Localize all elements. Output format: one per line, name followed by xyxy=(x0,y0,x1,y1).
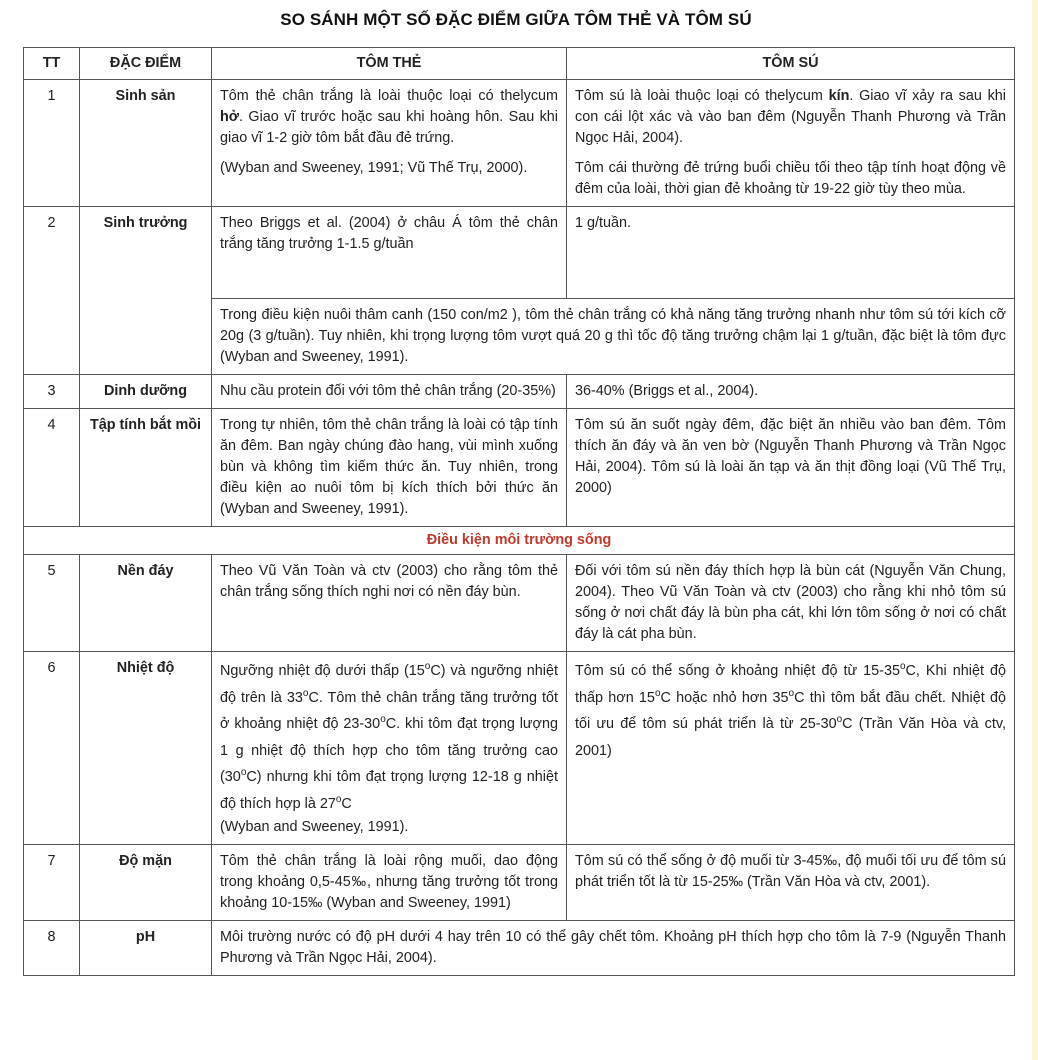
text: Tôm thẻ chân trắng là loài thuộc loại có thelycum xyxy=(220,88,558,104)
cell-tom-su xyxy=(567,652,1015,845)
cell-tom-su: Tôm sú có thể sống ở độ muối từ 3-45‰, độ muối tối ưu để tôm sú phát triển tốt là từ 15-25‰ (Trần Văn Hòa và ctv, 2001). xyxy=(567,845,1015,921)
cell-paragraph xyxy=(575,86,1006,149)
degree-mark: o xyxy=(424,661,431,673)
header-tt: TT xyxy=(24,48,80,80)
cell-paragraph xyxy=(220,658,558,817)
row-number: 6 xyxy=(24,652,80,845)
row-feature: Nhiệt độ xyxy=(80,652,212,845)
row-feature: Tập tính bắt mồi xyxy=(80,409,212,527)
cell-reference: (Wyban and Sweeney, 1991). xyxy=(220,819,409,835)
row-number: 1 xyxy=(24,80,80,207)
row-feature: Nền đáy xyxy=(80,555,212,652)
cell-paragraph: Tôm cái thường đẻ trứng buổi chiều tối theo tập tính hoạt động về đêm của loài, thời gian đẻ khoảng từ 19-22 giờ tùy theo mùa. xyxy=(575,160,1006,197)
row-feature: Độ mặn xyxy=(80,845,212,921)
cell-tom-the: Tôm thẻ chân trắng là loài rộng muối, dao động trong khoảng 0,5-45‰, nhưng tăng trưởng tốt trong khoảng 10-15‰ (Wyban and Sweeney, 1991) xyxy=(212,845,567,921)
text: C hoặc nhỏ hơn 35 xyxy=(660,689,789,706)
degree-mark: o xyxy=(899,661,906,673)
row-number: 3 xyxy=(24,375,80,409)
text: . Giao vĩ trước hoặc sau khi hoàng hôn. Sau khi giao vĩ 1-2 giờ tôm bắt đầu đẻ trứng. xyxy=(220,109,558,146)
text: Tôm sú có thể sống ở khoảng nhiệt độ từ 15-35 xyxy=(575,663,900,679)
section-row xyxy=(24,527,1015,555)
text: C (Trần Văn Hòa và ctv, 2001) xyxy=(575,716,1006,759)
row-number: 2 xyxy=(24,207,80,375)
table-row xyxy=(24,207,1015,299)
cell-tom-the: Theo Vũ Văn Toàn và ctv (2003) cho rằng tôm thẻ chân trắng sống thích nghi nơi có nền đáy bùn. xyxy=(212,555,567,652)
cell-tom-su: 1 g/tuần. xyxy=(567,207,1015,299)
degree-mark: o xyxy=(654,687,661,699)
cell-tom-su xyxy=(567,80,1015,207)
row-number: 7 xyxy=(24,845,80,921)
cell-paragraph xyxy=(220,86,558,149)
text: Ngưỡng nhiệt độ dưới thấp (15 xyxy=(220,663,425,679)
text: C xyxy=(341,795,352,812)
row-number: 8 xyxy=(24,921,80,976)
text: Tôm sú là loài thuộc loại có thelycum xyxy=(575,88,829,104)
cell-merged: Môi trường nước có độ pH dưới 4 hay trên 10 có thể gây chết tôm. Khoảng pH thích hợp cho tôm là 7-9 (Nguyễn Thanh Phương và Trần Ngọc Hải, 2004). xyxy=(212,921,1015,976)
cell-tom-su: Tôm sú ăn suốt ngày đêm, đặc biệt ăn nhiều vào ban đêm. Tôm thích ăn đáy và ăn ven bờ (Nguyễn Thanh Phương và Trần Ngọc Hải, 2004). Tôm sú là loài ăn tạp và ăn thịt đồng loại (Vũ Thế Trụ, 2000) xyxy=(567,409,1015,527)
header-feature: ĐẶC ĐIỂM xyxy=(80,48,212,80)
table-row xyxy=(24,652,1015,845)
table-row xyxy=(24,409,1015,527)
table-row xyxy=(24,921,1015,976)
text: C thì tôm bắt đầu chết. Nhiệt độ tối ưu để tôm sú phát triển là từ 25-30 xyxy=(575,689,1006,732)
cell-merged: Trong điều kiện nuôi thâm canh (150 con/m2 ), tôm thẻ chân trắng có khả năng tăng trưởng nhanh như tôm sú tới kích cỡ 20g (3 g/tuần). Tuy nhiên, khi trọng lượng tôm vượt quá 20 g thì tốc độ tăng trưởng chậm lại 1 g/tuần, đặc biệt là tôm đực (Wyban and Sweeney, 1991). xyxy=(212,299,1015,375)
bold-text: hở xyxy=(220,109,240,125)
cell-tom-the xyxy=(212,80,567,207)
row-number: 4 xyxy=(24,409,80,527)
degree-mark: o xyxy=(240,767,247,779)
cell-tom-su: Đối với tôm sú nền đáy thích hợp là bùn cát (Nguyễn Văn Chung, 2004). Theo Vũ Văn Toàn và ctv (2003) cho rằng khi nhỏ tôm sú sống ở nơi chất đáy là bùn pha cát, khi lớn tôm sống ở nơi có chất đáy là cát pha bùn. xyxy=(567,555,1015,652)
section-title: Điều kiện môi trường sống xyxy=(24,527,1015,555)
text: C) và ngưỡng nhiệt độ trên là 33 xyxy=(220,663,558,706)
text: C, Khi nhiệt độ thấp hơn 15 xyxy=(575,663,1006,706)
page-edge-strip xyxy=(1032,0,1038,1060)
cell-tom-su: 36-40% (Briggs et al., 2004). xyxy=(567,375,1015,409)
cell-tom-the: Theo Briggs et al. (2004) ở châu Á tôm thẻ chân trắng tăng trưởng 1-1.5 g/tuần xyxy=(212,207,567,299)
table-row xyxy=(24,555,1015,652)
row-number: 5 xyxy=(24,555,80,652)
degree-mark: o xyxy=(302,687,309,699)
cell-tom-the: Trong tự nhiên, tôm thẻ chân trắng là loài có tập tính ăn đêm. Ban ngày chúng đào hang, vùi mình xuống bùn và không tìm kiếm thức ăn. Tuy nhiên, trong điều kiện ao nuôi tôm bị kích thích bởi thức ăn (Wyban and Sweeney, 1991). xyxy=(212,409,567,527)
text: C) nhưng khi tôm đạt trọng lượng 12-18 g nhiệt độ thích hợp là 27 xyxy=(220,769,558,812)
page-title: SO SÁNH MỘT SỐ ĐẶC ĐIỂM GIỮA TÔM THẺ VÀ TÔM SÚ xyxy=(280,10,752,29)
table-row xyxy=(24,845,1015,921)
cell-paragraph xyxy=(575,658,1006,764)
cell-tom-the xyxy=(212,652,567,845)
cell-reference: (Wyban and Sweeney, 1991; Vũ Thế Trụ, 2000). xyxy=(220,160,528,176)
degree-mark: o xyxy=(836,714,843,726)
header-row xyxy=(24,48,1015,80)
cell-tom-the: Nhu cầu protein đối với tôm thẻ chân trắng (20-35%) xyxy=(212,375,567,409)
row-feature: pH xyxy=(80,921,212,976)
row-feature: Dinh dưỡng xyxy=(80,375,212,409)
degree-mark: o xyxy=(380,714,386,726)
degree-mark: o xyxy=(335,793,342,805)
header-tom-the: TÔM THẺ xyxy=(212,48,567,80)
table-row xyxy=(24,80,1015,207)
text: . Giao vĩ xảy ra sau khi con cái lột xác và vào ban đêm (Nguyễn Thanh Phương và Trần Ngọc Hải, 2004). xyxy=(575,88,1006,146)
text: C. Tôm thẻ chân trắng tăng trưởng tốt ở khoảng nhiệt độ 23-30 xyxy=(220,689,558,732)
text: C. khi tôm đạt trọng lượng 1 g nhiệt độ thích hợp cho tôm tăng trưởng cao (30 xyxy=(220,716,558,785)
row-feature: Sinh sản xyxy=(80,80,212,207)
table-row xyxy=(24,375,1015,409)
comparison-table xyxy=(23,47,1015,976)
row-feature: Sinh trưởng xyxy=(80,207,212,375)
header-tom-su: TÔM SÚ xyxy=(567,48,1015,80)
bold-text: kín xyxy=(828,88,850,104)
degree-mark: o xyxy=(788,687,795,699)
